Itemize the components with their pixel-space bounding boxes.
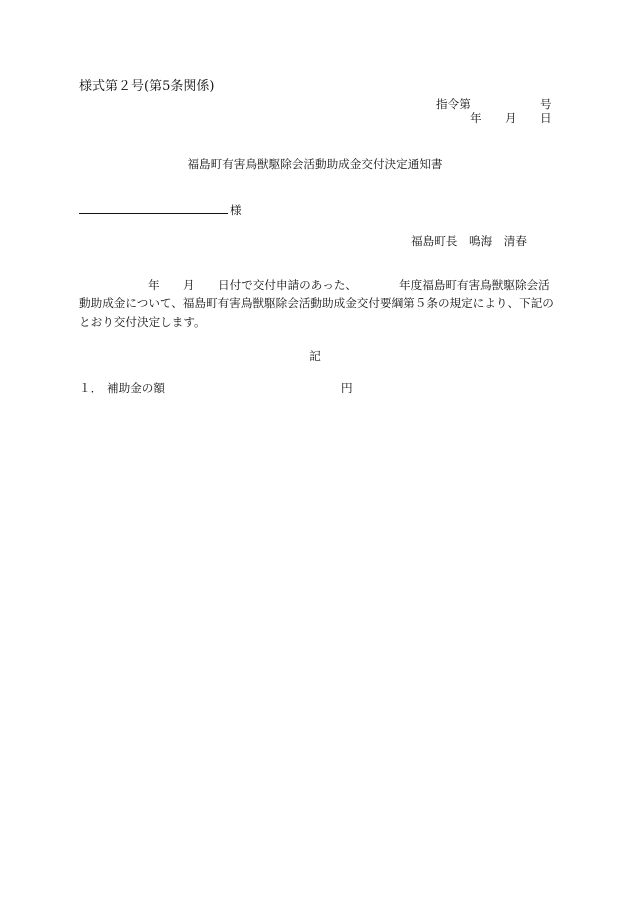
item-label: 補助金の額 — [107, 381, 165, 395]
body-fiscal-year-text: 年度福島町有害鳥獣駆除会活 — [399, 278, 550, 292]
body-line-2: 動助成金について、福島町有害鳥獣駆除会活動助成金交付要綱第５条の規定により、下記の — [79, 296, 554, 310]
date-day-label: 日 — [540, 111, 552, 125]
body-month-label: 月 — [183, 278, 195, 292]
directive-prefix: 指令第 — [436, 97, 471, 111]
issuer-name: 福島町長 鳴海 清春 — [411, 234, 527, 248]
date-month-label: 月 — [505, 111, 517, 125]
date-year-label: 年 — [470, 111, 482, 125]
recipient-name-line — [79, 213, 228, 214]
form-number: 様式第２号(第5条関係) — [79, 79, 215, 94]
body-line-3: とおり交付決定します。 — [79, 315, 206, 329]
directive-suffix: 号 — [540, 97, 552, 111]
body-year-label: 年 — [148, 278, 160, 292]
document-title: 福島町有害鳥獣駆除会活動助成金交付決定通知書 — [187, 157, 443, 171]
body-application-text: 日付で交付申請のあった、 — [218, 278, 358, 292]
recipient-honorific: 様 — [230, 203, 242, 217]
notice-mark: 記 — [309, 349, 321, 363]
item-unit: 円 — [341, 381, 353, 395]
item-number: １． — [79, 381, 103, 395]
